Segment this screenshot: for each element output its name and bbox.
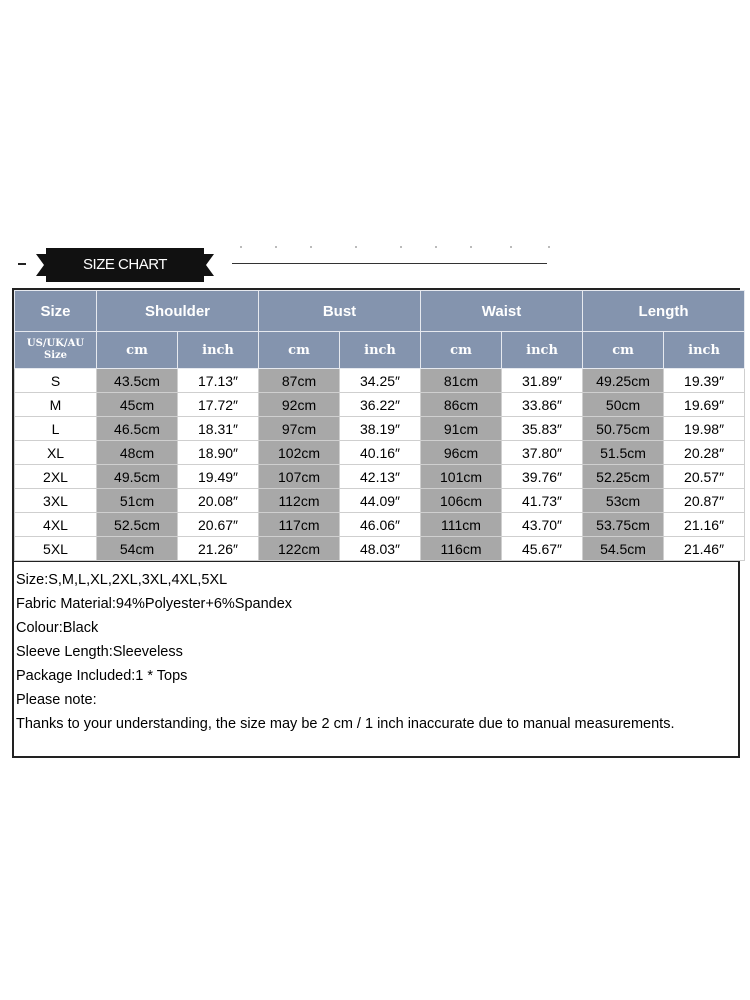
size-label-cell: 4XL — [15, 513, 97, 537]
measurement-cell: 97cm — [259, 417, 340, 441]
measurement-cell: 35.83″ — [502, 417, 583, 441]
measurement-cell: 17.72″ — [178, 393, 259, 417]
measurement-cell: 45.67″ — [502, 537, 583, 561]
measurement-cell: 49.25cm — [583, 369, 664, 393]
measurement-cell: 117cm — [259, 513, 340, 537]
note-line: Fabric Material:94%Polyester+6%Spandex — [16, 596, 293, 612]
measurement-cell: 18.90″ — [178, 441, 259, 465]
measurement-cell: 31.89″ — [502, 369, 583, 393]
measurement-cell: 38.19″ — [340, 417, 421, 441]
measurement-cell: 19.49″ — [178, 465, 259, 489]
measurement-cell: 20.67″ — [178, 513, 259, 537]
measurement-cell: 34.25″ — [340, 369, 421, 393]
group-header: Waist — [421, 291, 583, 332]
measurement-cell: 45cm — [97, 393, 178, 417]
measurement-cell: 48cm — [97, 441, 178, 465]
measurement-cell: 21.26″ — [178, 537, 259, 561]
header-dots — [230, 246, 560, 250]
note-line: Sleeve Length:Sleeveless — [16, 644, 183, 660]
header-dash — [18, 263, 26, 265]
measurement-cell: 53cm — [583, 489, 664, 513]
measurement-cell: 19.39″ — [664, 369, 745, 393]
table-row — [15, 393, 745, 417]
measurement-cell: 81cm — [421, 369, 502, 393]
measurement-cell: 20.28″ — [664, 441, 745, 465]
table-row — [15, 417, 745, 441]
unit-header: cm — [97, 332, 178, 369]
unit-header: inch — [178, 332, 259, 369]
size-label-cell: S — [15, 369, 97, 393]
measurement-cell: 19.98″ — [664, 417, 745, 441]
measurement-cell: 36.22″ — [340, 393, 421, 417]
size-chart-banner — [36, 248, 214, 282]
measurement-cell: 50.75cm — [583, 417, 664, 441]
size-table — [14, 290, 745, 561]
measurement-cell: 50cm — [583, 393, 664, 417]
measurement-cell: 54.5cm — [583, 537, 664, 561]
measurement-cell: 91cm — [421, 417, 502, 441]
measurement-cell: 102cm — [259, 441, 340, 465]
measurement-cell: 51cm — [97, 489, 178, 513]
measurement-cell: 101cm — [421, 465, 502, 489]
note-line: Thanks to your understanding, the size may be 2 cm / 1 inch inaccurate due to manual measurements. — [16, 716, 675, 732]
measurement-cell: 52.25cm — [583, 465, 664, 489]
measurement-cell: 33.86″ — [502, 393, 583, 417]
measurement-cell: 42.13″ — [340, 465, 421, 489]
measurement-cell: 52.5cm — [97, 513, 178, 537]
unit-header: inch — [340, 332, 421, 369]
size-label-cell: L — [15, 417, 97, 441]
measurement-cell: 20.08″ — [178, 489, 259, 513]
size-label-cell: 3XL — [15, 489, 97, 513]
table-row — [15, 441, 745, 465]
measurement-cell: 116cm — [421, 537, 502, 561]
note-line: Colour:Black — [16, 620, 99, 636]
measurement-cell: 43.70″ — [502, 513, 583, 537]
measurement-cell: 46.5cm — [97, 417, 178, 441]
measurement-cell: 43.5cm — [97, 369, 178, 393]
measurement-cell: 48.03″ — [340, 537, 421, 561]
size-label-cell: XL — [15, 441, 97, 465]
measurement-cell: 53.75cm — [583, 513, 664, 537]
unit-header: inch — [502, 332, 583, 369]
measurement-cell: 20.87″ — [664, 489, 745, 513]
measurement-cell: 21.46″ — [664, 537, 745, 561]
measurement-cell: 86cm — [421, 393, 502, 417]
table-row — [15, 537, 745, 561]
group-header: Shoulder — [97, 291, 259, 332]
size-label-cell: 2XL — [15, 465, 97, 489]
size-label-cell: M — [15, 393, 97, 417]
measurement-cell: 122cm — [259, 537, 340, 561]
table-row — [15, 513, 745, 537]
measurement-cell: 96cm — [421, 441, 502, 465]
measurement-cell: 44.09″ — [340, 489, 421, 513]
group-header: Size — [15, 291, 97, 332]
table-row — [15, 489, 745, 513]
product-notes — [14, 561, 738, 756]
unit-header: cm — [421, 332, 502, 369]
group-header-row — [15, 291, 745, 332]
measurement-cell: 20.57″ — [664, 465, 745, 489]
table-row — [15, 465, 745, 489]
unit-header: inch — [664, 332, 745, 369]
measurement-cell: 39.76″ — [502, 465, 583, 489]
group-header: Bust — [259, 291, 421, 332]
measurement-cell: 107cm — [259, 465, 340, 489]
measurement-cell: 92cm — [259, 393, 340, 417]
measurement-cell: 87cm — [259, 369, 340, 393]
measurement-cell: 41.73″ — [502, 489, 583, 513]
size-label-cell: 5XL — [15, 537, 97, 561]
measurement-cell: 46.06″ — [340, 513, 421, 537]
unit-header: cm — [259, 332, 340, 369]
group-header: Length — [583, 291, 745, 332]
measurement-cell: 37.80″ — [502, 441, 583, 465]
unit-header: cm — [583, 332, 664, 369]
measurement-cell: 112cm — [259, 489, 340, 513]
note-line: Please note: — [16, 692, 97, 708]
note-line: Size:S,M,L,XL,2XL,3XL,4XL,5XL — [16, 572, 228, 588]
banner-title: SIZE CHART — [83, 256, 167, 273]
measurement-cell: 111cm — [421, 513, 502, 537]
measurement-cell: 51.5cm — [583, 441, 664, 465]
unit-header-row — [15, 332, 745, 369]
header-rule — [232, 263, 547, 264]
measurement-cell: 54cm — [97, 537, 178, 561]
measurement-cell: 49.5cm — [97, 465, 178, 489]
measurement-cell: 40.16″ — [340, 441, 421, 465]
unit-header: US/UK/AU Size — [15, 332, 97, 369]
measurement-cell: 18.31″ — [178, 417, 259, 441]
measurement-cell: 19.69″ — [664, 393, 745, 417]
measurement-cell: 106cm — [421, 489, 502, 513]
note-line: Package Included:1 * Tops — [16, 668, 188, 684]
measurement-cell: 17.13″ — [178, 369, 259, 393]
table-row — [15, 369, 745, 393]
size-rows — [15, 369, 745, 561]
size-chart — [12, 288, 740, 758]
measurement-cell: 21.16″ — [664, 513, 745, 537]
